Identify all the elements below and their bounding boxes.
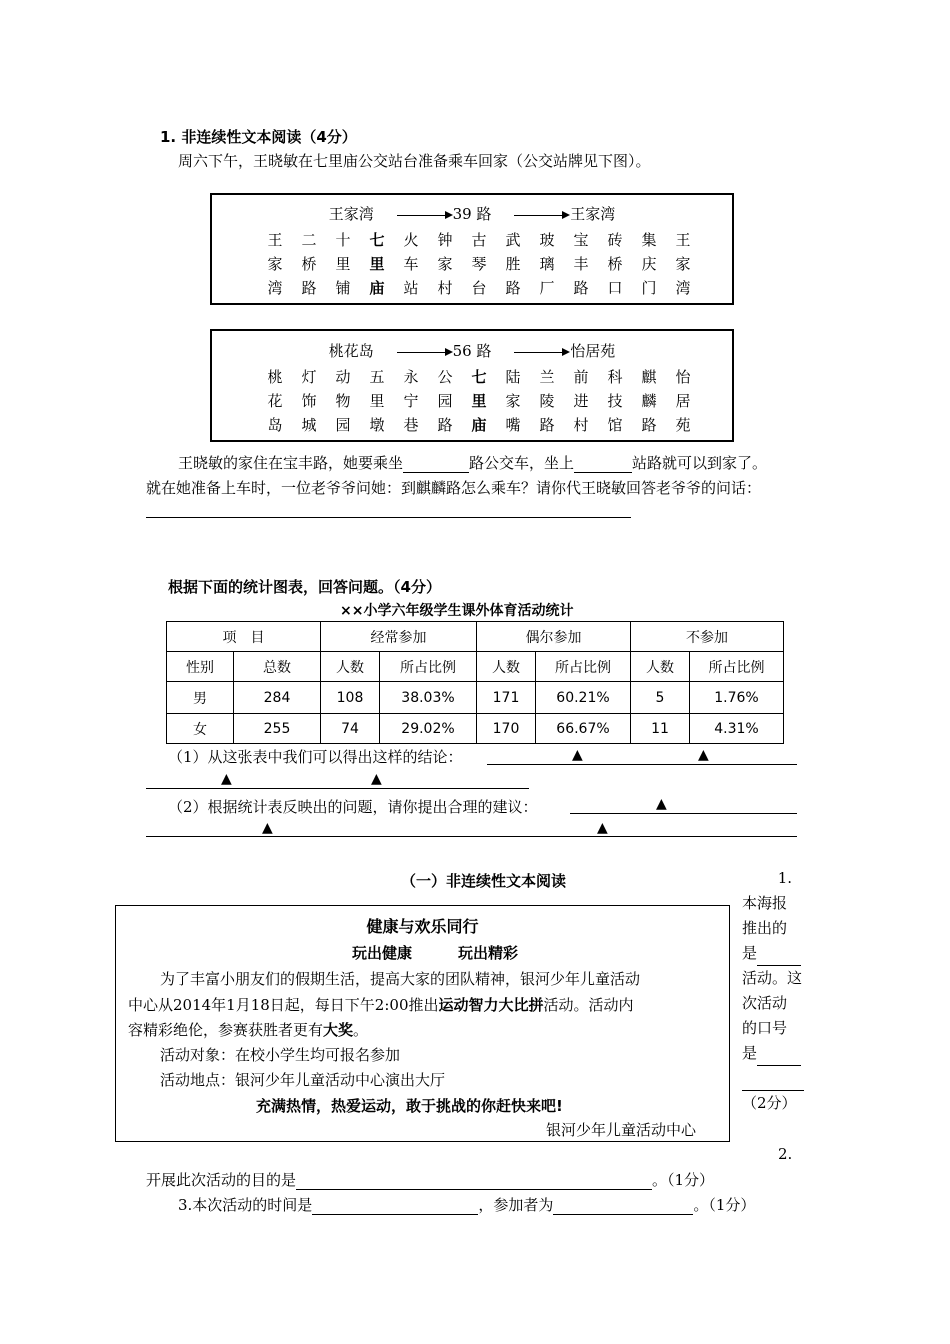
station-char: 古 bbox=[471, 231, 487, 249]
poster-body-1: 为了丰富小朋友们的假期生活，提高大家的团队精神，银河少年儿童活动 bbox=[160, 970, 641, 988]
station-char: 七 bbox=[471, 368, 487, 386]
triangle-marker: ▲ bbox=[698, 747, 709, 763]
station-char: 村 bbox=[437, 279, 453, 297]
answer-line[interactable] bbox=[570, 813, 797, 814]
station-name bbox=[428, 228, 462, 300]
arrow-icon bbox=[514, 352, 568, 353]
station-char: 里 bbox=[369, 255, 385, 273]
answer-line[interactable] bbox=[146, 836, 797, 837]
station-char: 苑 bbox=[675, 416, 691, 434]
q2-title: 根据下面的统计图表，回答问题。（4分） bbox=[168, 578, 441, 596]
side-line: 推出的 bbox=[742, 919, 788, 937]
side-line: 是 bbox=[742, 1041, 808, 1066]
table-row bbox=[167, 682, 784, 714]
station-char: 公 bbox=[437, 368, 453, 386]
q1-title: 1. 非连续性文本阅读（4分） bbox=[160, 128, 357, 146]
station-char: 陆 bbox=[505, 368, 521, 386]
table-row bbox=[167, 714, 784, 744]
station-char: 馆 bbox=[607, 416, 623, 434]
station-char: 灯 bbox=[301, 368, 317, 386]
station-char: 二 bbox=[301, 231, 317, 249]
table-cell: 38.03% bbox=[380, 682, 477, 714]
station-char: 墩 bbox=[369, 416, 385, 434]
route-number: 56 路 bbox=[452, 342, 492, 360]
poster-slogan-2: 玩出精彩 bbox=[458, 944, 519, 962]
side-line: 活动。这 bbox=[742, 969, 803, 987]
route-number: 39 路 bbox=[452, 205, 492, 223]
station-char: 路 bbox=[505, 279, 521, 297]
station-name bbox=[462, 365, 496, 437]
station-name bbox=[632, 365, 666, 437]
blank-route[interactable] bbox=[403, 456, 469, 473]
header-cell: 偶尔参加 bbox=[477, 622, 631, 652]
side-line: 的口号 bbox=[742, 1019, 788, 1037]
arrow-icon bbox=[397, 215, 451, 216]
station-char: 琴 bbox=[471, 255, 487, 273]
header-cell: 所占比例 bbox=[380, 652, 477, 682]
table-cell: 1.76% bbox=[690, 682, 784, 714]
station-char: 麟 bbox=[641, 392, 657, 410]
station-char: 玻 bbox=[539, 231, 555, 249]
side-line bbox=[742, 1066, 808, 1091]
q3-2-number: 2. bbox=[778, 1145, 793, 1163]
side-line: 次活动 bbox=[742, 994, 788, 1012]
table-cell: 60.21% bbox=[536, 682, 631, 714]
blank-slogan[interactable] bbox=[757, 1049, 801, 1066]
station-char: 庙 bbox=[369, 279, 385, 297]
header-cell: 不参加 bbox=[631, 622, 784, 652]
table-cell: 4.31% bbox=[690, 714, 784, 744]
station-char: 里 bbox=[369, 392, 385, 410]
station-char: 园 bbox=[437, 392, 453, 410]
station-name bbox=[598, 365, 632, 437]
table-cell: 171 bbox=[477, 682, 536, 714]
station-list bbox=[258, 228, 700, 300]
station-char: 门 bbox=[641, 279, 657, 297]
answer-line[interactable] bbox=[487, 764, 797, 765]
station-char: 十 bbox=[335, 231, 351, 249]
station-char: 进 bbox=[573, 392, 589, 410]
triangle-marker: ▲ bbox=[262, 820, 273, 836]
table-cell: 170 bbox=[477, 714, 536, 744]
route-destination: 怡居苑 bbox=[570, 342, 616, 360]
station-char: 铺 bbox=[335, 279, 351, 297]
poster-org: 银河少年儿童活动中心 bbox=[546, 1121, 697, 1139]
arrow-icon bbox=[514, 215, 568, 216]
q3-2: 开展此次活动的目的是 。（1分） bbox=[146, 1171, 715, 1189]
station-char: 饰 bbox=[301, 392, 317, 410]
q2-sub1: （1）从这张表中我们可以得出这样的结论： bbox=[168, 748, 463, 766]
blank-stops[interactable] bbox=[574, 456, 632, 473]
station-name bbox=[292, 365, 326, 437]
station-char: 技 bbox=[607, 392, 623, 410]
station-char: 居 bbox=[675, 392, 691, 410]
station-char: 岛 bbox=[267, 416, 283, 434]
activity-poster bbox=[115, 905, 730, 1142]
header-cell: 项 目 bbox=[167, 622, 321, 652]
station-list bbox=[258, 365, 700, 437]
station-name bbox=[394, 365, 428, 437]
station-name bbox=[496, 228, 530, 300]
station-char: 宁 bbox=[403, 392, 419, 410]
station-char: 花 bbox=[267, 392, 283, 410]
triangle-marker: ▲ bbox=[371, 771, 382, 787]
station-char: 动 bbox=[335, 368, 351, 386]
answer-line[interactable] bbox=[146, 517, 631, 518]
station-char: 宝 bbox=[573, 231, 589, 249]
station-name bbox=[326, 365, 360, 437]
station-char: 璃 bbox=[539, 255, 555, 273]
station-char: 麒 bbox=[641, 368, 657, 386]
station-name bbox=[564, 228, 598, 300]
station-name bbox=[258, 365, 292, 437]
station-char: 湾 bbox=[267, 279, 283, 297]
station-char: 车 bbox=[403, 255, 419, 273]
station-char: 站 bbox=[403, 279, 419, 297]
poster-title: 健康与欢乐同行 bbox=[366, 917, 479, 936]
station-char: 厂 bbox=[539, 279, 555, 297]
route-destination: 王家湾 bbox=[570, 205, 616, 223]
blank-time[interactable] bbox=[312, 1198, 478, 1215]
table-cell: 284 bbox=[234, 682, 321, 714]
route-origin: 桃花岛 bbox=[328, 342, 374, 360]
q2-sub2: （2）根据统计表反映出的问题，请你提出合理的建议： bbox=[168, 798, 538, 816]
station-char: 园 bbox=[335, 416, 351, 434]
poster-body-3: 容精彩绝伦，参赛获胜者更有大奖。 bbox=[128, 1021, 369, 1039]
header-cell: 所占比例 bbox=[690, 652, 784, 682]
q1-answer-line1: 王晓敏的家住在宝丰路，她要乘坐 路公交车，坐上 站路就可以到家了。 bbox=[178, 454, 768, 472]
station-char: 王 bbox=[267, 231, 283, 249]
station-char: 湾 bbox=[675, 279, 691, 297]
table-subheader-row bbox=[167, 652, 784, 682]
station-char: 陵 bbox=[539, 392, 555, 410]
table-cell: 女 bbox=[167, 714, 234, 744]
route-header bbox=[212, 340, 732, 361]
table-header-row bbox=[167, 622, 784, 652]
station-char: 胜 bbox=[505, 255, 521, 273]
bus-sign-56 bbox=[210, 329, 734, 442]
station-char: 火 bbox=[403, 231, 419, 249]
station-name bbox=[632, 228, 666, 300]
station-char: 钟 bbox=[437, 231, 453, 249]
station-char: 嘴 bbox=[505, 416, 521, 434]
station-char: 村 bbox=[573, 416, 589, 434]
station-char: 桃 bbox=[267, 368, 283, 386]
station-name bbox=[530, 228, 564, 300]
station-name bbox=[462, 228, 496, 300]
station-char: 路 bbox=[641, 416, 657, 434]
header-cell: 人数 bbox=[631, 652, 690, 682]
station-char: 永 bbox=[403, 368, 419, 386]
station-char: 桥 bbox=[607, 255, 623, 273]
station-char: 里 bbox=[471, 392, 487, 410]
q3-3: 3.本次活动的时间是 ，参加者为 。（1分） bbox=[178, 1196, 756, 1214]
station-char: 科 bbox=[607, 368, 623, 386]
station-char: 家 bbox=[437, 255, 453, 273]
station-char: 王 bbox=[675, 231, 691, 249]
blank-participants[interactable] bbox=[553, 1198, 693, 1215]
station-name bbox=[564, 365, 598, 437]
station-name bbox=[292, 228, 326, 300]
route-origin: 王家湾 bbox=[328, 205, 374, 223]
header-cell: 经常参加 bbox=[321, 622, 477, 652]
header-cell: 总数 bbox=[234, 652, 321, 682]
station-char: 家 bbox=[675, 255, 691, 273]
station-name bbox=[598, 228, 632, 300]
station-name bbox=[530, 365, 564, 437]
header-cell: 人数 bbox=[477, 652, 536, 682]
stat-table bbox=[166, 621, 784, 744]
table-title: ××小学六年级学生课外体育活动统计 bbox=[340, 603, 574, 619]
station-char: 里 bbox=[335, 255, 351, 273]
poster-slogan-1: 玩出健康 bbox=[352, 944, 413, 962]
q1-intro: 周六下午，王晓敏在七里庙公交站台准备乘车回家（公交站牌见下图）。 bbox=[178, 152, 651, 170]
table-cell: 5 bbox=[631, 682, 690, 714]
route-header bbox=[212, 203, 732, 224]
station-name bbox=[394, 228, 428, 300]
header-cell: 性别 bbox=[167, 652, 234, 682]
table-cell: 255 bbox=[234, 714, 321, 744]
station-char: 路 bbox=[573, 279, 589, 297]
section-title: （一）非连续性文本阅读 bbox=[401, 872, 567, 890]
side-number: 1. bbox=[777, 869, 792, 887]
station-char: 庆 bbox=[641, 255, 657, 273]
side-line: 本海报 bbox=[742, 894, 788, 912]
station-name bbox=[258, 228, 292, 300]
station-char: 庙 bbox=[471, 416, 487, 434]
table-cell: 11 bbox=[631, 714, 690, 744]
side-score: （2分） bbox=[742, 1094, 797, 1112]
station-char: 武 bbox=[505, 231, 521, 249]
side-question bbox=[742, 866, 808, 1116]
blank-activity[interactable] bbox=[757, 949, 801, 966]
station-char: 口 bbox=[607, 279, 623, 297]
station-char: 路 bbox=[539, 416, 555, 434]
table-cell: 74 bbox=[321, 714, 380, 744]
station-char: 怡 bbox=[675, 368, 691, 386]
station-name bbox=[360, 365, 394, 437]
station-char: 台 bbox=[471, 279, 487, 297]
station-char: 路 bbox=[301, 279, 317, 297]
station-name bbox=[326, 228, 360, 300]
side-line: 是 bbox=[742, 941, 808, 966]
triangle-marker: ▲ bbox=[656, 796, 667, 812]
station-char: 路 bbox=[437, 416, 453, 434]
poster-target: 活动对象：在校小学生均可报名参加 bbox=[160, 1046, 401, 1064]
triangle-marker: ▲ bbox=[572, 747, 583, 763]
arrow-icon bbox=[397, 352, 451, 353]
station-name bbox=[496, 365, 530, 437]
station-char: 家 bbox=[267, 255, 283, 273]
station-char: 砖 bbox=[607, 231, 623, 249]
bus-sign-39 bbox=[210, 193, 734, 305]
station-char: 桥 bbox=[301, 255, 317, 273]
station-char: 前 bbox=[573, 368, 589, 386]
station-char: 五 bbox=[369, 368, 385, 386]
header-cell: 人数 bbox=[321, 652, 380, 682]
triangle-marker: ▲ bbox=[597, 820, 608, 836]
triangle-marker: ▲ bbox=[221, 771, 232, 787]
station-name bbox=[360, 228, 394, 300]
station-char: 丰 bbox=[573, 255, 589, 273]
station-char: 城 bbox=[301, 416, 317, 434]
header-cell: 所占比例 bbox=[536, 652, 631, 682]
station-char: 兰 bbox=[539, 368, 555, 386]
blank-purpose[interactable] bbox=[296, 1173, 652, 1190]
station-name bbox=[666, 228, 700, 300]
station-char: 物 bbox=[335, 392, 351, 410]
station-name bbox=[666, 365, 700, 437]
table-cell: 29.02% bbox=[380, 714, 477, 744]
table-cell: 66.67% bbox=[536, 714, 631, 744]
blank-slogan-cont[interactable] bbox=[742, 1074, 804, 1091]
q1-answer-line2: 就在她准备上车时，一位老爷爷问她：到麒麟路怎么乘车？请你代王晓敏回答老爷爷的问话： bbox=[146, 479, 762, 497]
poster-body-2: 中心从2014年1月18日起，每日下午2:00推出运动智力大比拼活动。活动内 bbox=[128, 996, 634, 1014]
station-name bbox=[428, 365, 462, 437]
station-char: 集 bbox=[641, 231, 657, 249]
table-cell: 男 bbox=[167, 682, 234, 714]
poster-call: 充满热情，热爱运动，敢于挑战的你赶快来吧! bbox=[256, 1097, 563, 1115]
station-char: 七 bbox=[369, 231, 385, 249]
table-cell: 108 bbox=[321, 682, 380, 714]
poster-place: 活动地点：银河少年儿童活动中心演出大厅 bbox=[160, 1071, 446, 1089]
station-char: 巷 bbox=[403, 416, 419, 434]
answer-line[interactable] bbox=[146, 788, 529, 789]
station-char: 家 bbox=[505, 392, 521, 410]
